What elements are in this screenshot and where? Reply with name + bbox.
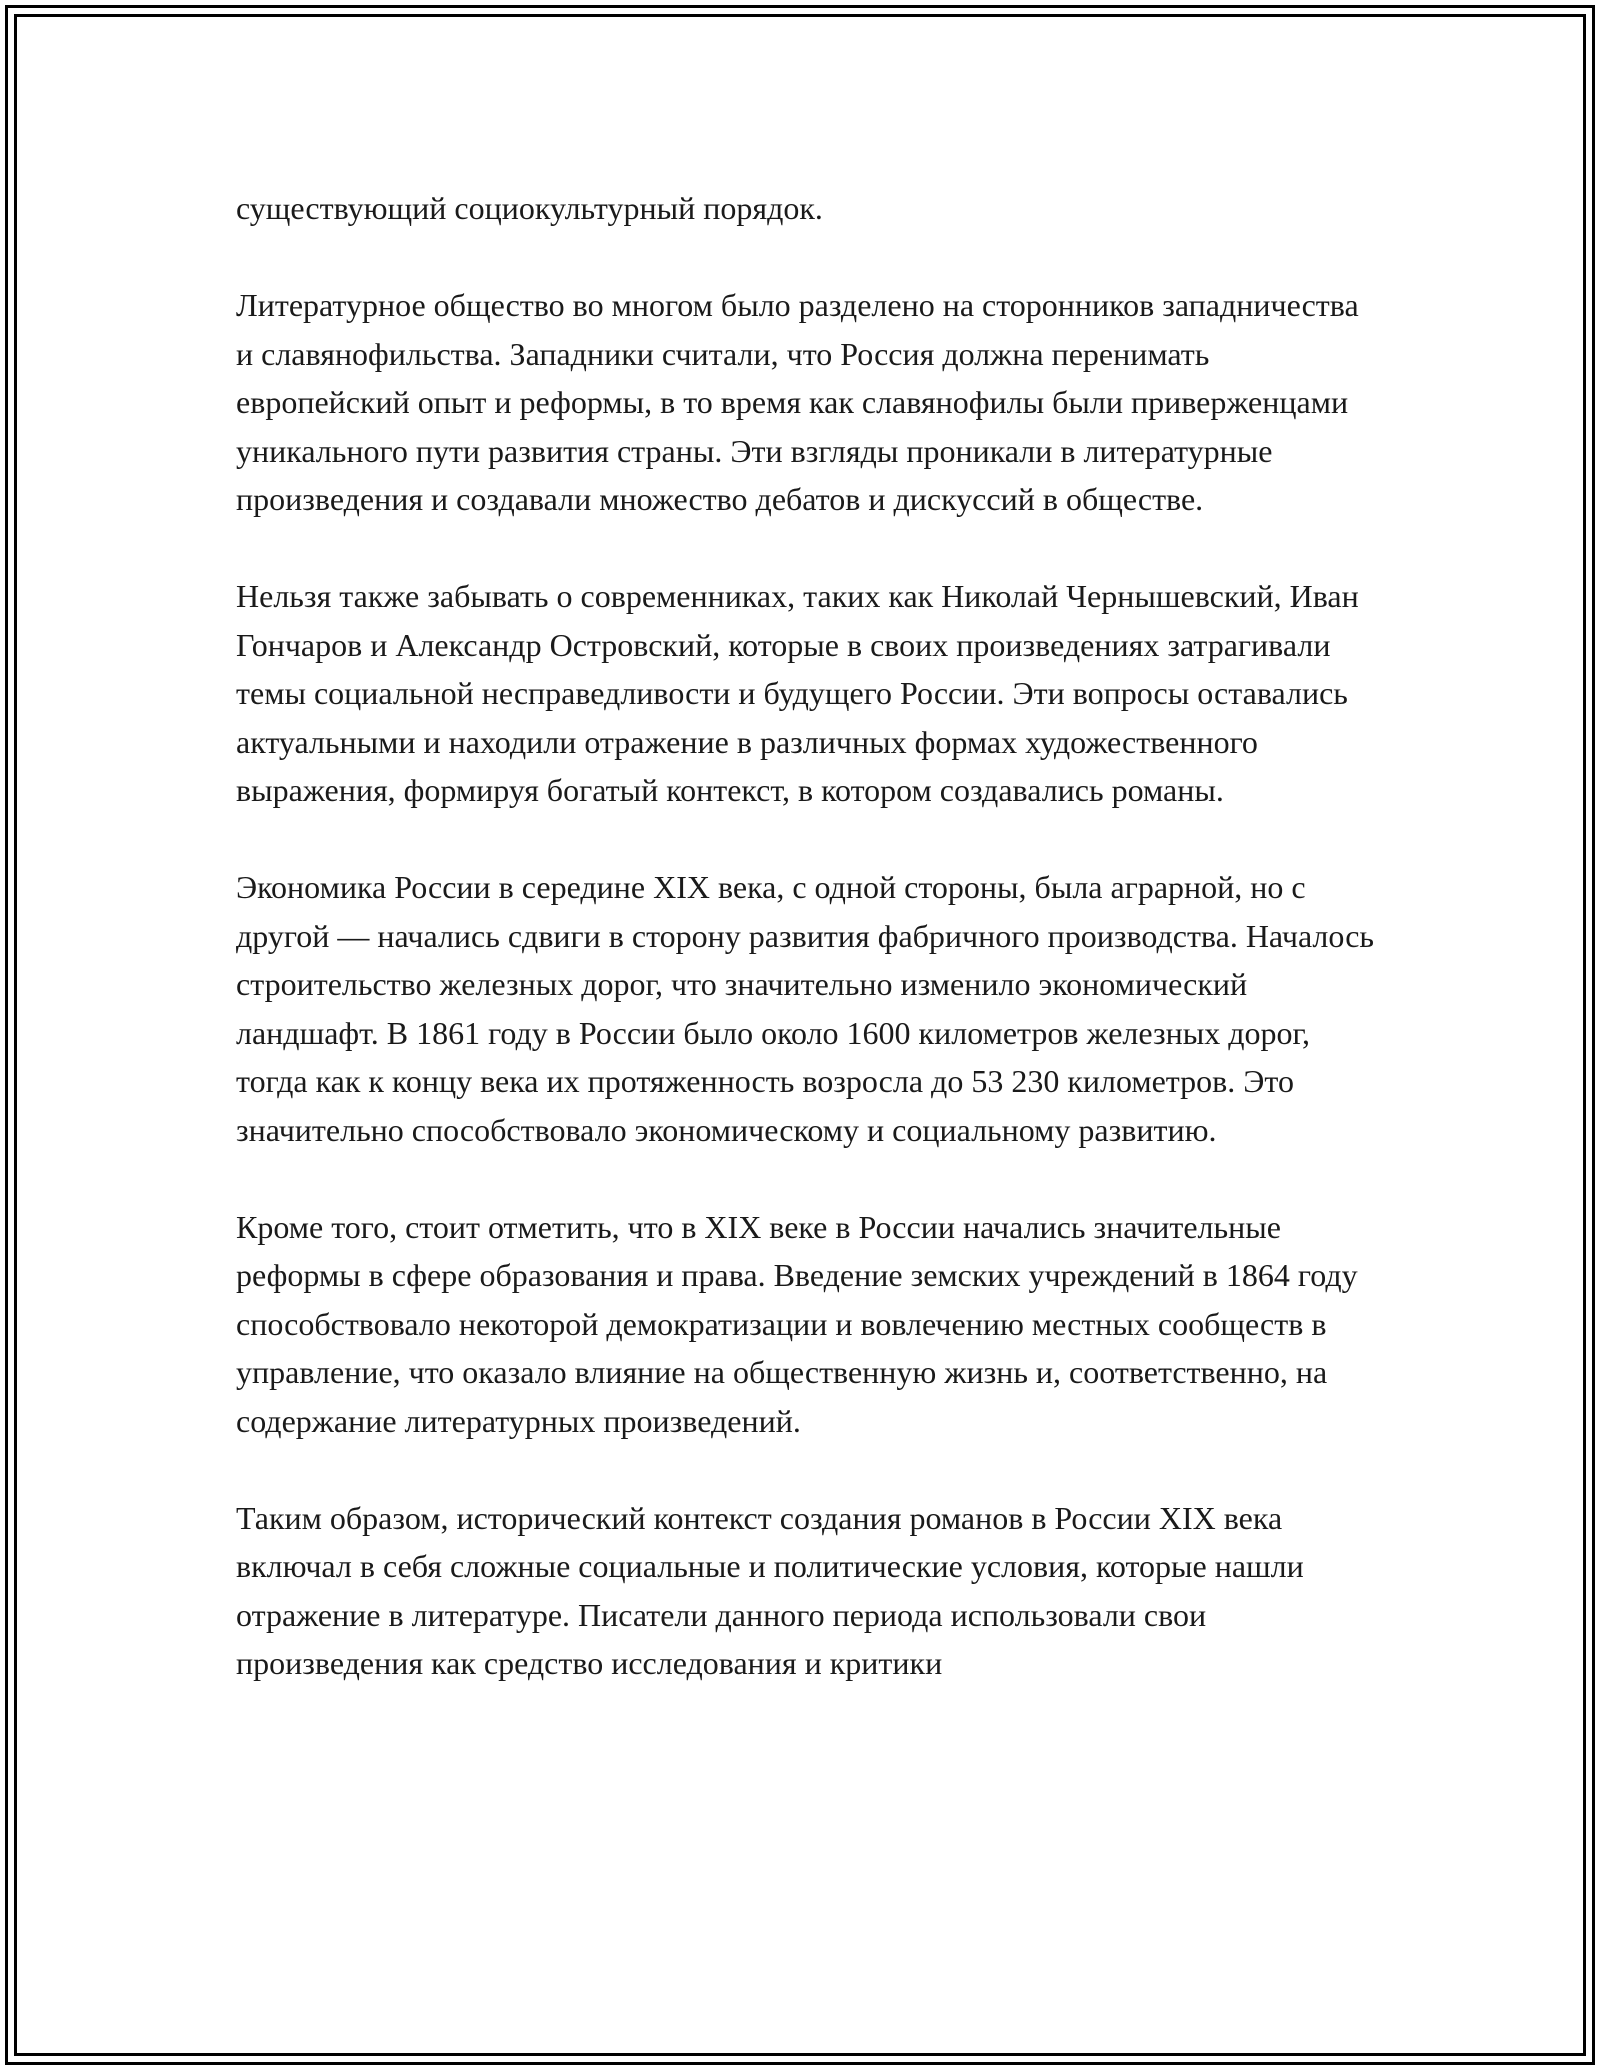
paragraph: Таким образом, исторический контекст создания романов в России XIX века включал в себя сложные социальные и политические условия, которые нашли отражение в литературе. Писатели данного периода использовали свои произведения как средство исследования и критики bbox=[236, 1499, 1304, 1681]
paragraph: существующий социокультурный порядок. bbox=[236, 190, 823, 226]
paragraph: Нельзя также забывать о современниках, таких как Николай Чернышевский, Иван Гончаров и Александр Островский, которые в своих произведениях затрагивали темы социальной несправедливости и будущего России. Эти вопросы оставались актуальными и находили отражение в различных формах художественного выражения, формируя богатый контекст, в котором создавались романы. bbox=[236, 578, 1359, 808]
paragraph: Литературное общество во многом было разделено на сторонников западничества и славянофильства. Западники считали, что Россия должна перенимать европейский опыт и реформы, в то время как славянофилы были приверженцами уникального пути развития страны. Эти взгляды проникали в литературные произведения и создавали множество дебатов и дискуссий в обществе. bbox=[236, 287, 1359, 517]
paragraph: Кроме того, стоит отметить, что в XIX веке в России начались значительные реформы в сфере образования и права. Введение земских учреждений в 1864 году способствовало некоторой демократизации и вовлечению местных сообществ в управление, что оказало влияние на общественную жизнь и, соответственно, на содержание литературных произведений. bbox=[236, 1208, 1358, 1439]
paragraph: Экономика России в середине XIX века, с одной стороны, была аграрной, но с другой — начались сдвиги в сторону развития фабричного производства. Началось строительство железных дорог, что значительно изменило экономический ландшафт. В 1861 году в России было около 1600 километров железных дорог, тогда как к концу века их протяженность возросла до 53 230 километров. Это значительно способствовало экономическому и социальному развитию. bbox=[236, 869, 1374, 1148]
document-body bbox=[236, 184, 1376, 1736]
